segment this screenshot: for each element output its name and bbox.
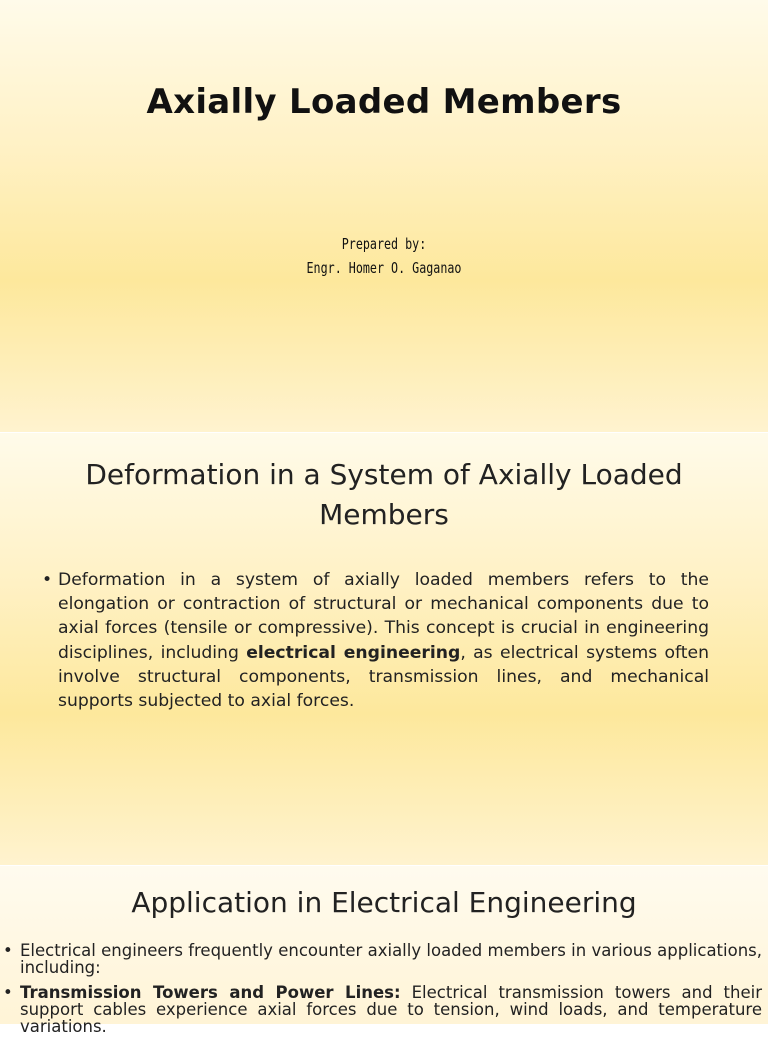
body-text: Deformation in a system of axially loaded members refers to the elongation or contraction of structural or mechanical components due to axial forces (tensile or compressive). This concept is crucial in engineering disciplines, including: [58, 570, 709, 663]
body-bold-text: electrical engineering: [246, 642, 461, 663]
slide-subtitle: [84, 232, 683, 280]
slide-2: [0, 433, 768, 865]
slide-title: Deformation in a System of Axially Loaded Members: [85, 458, 683, 531]
list-item: [3, 941, 762, 977]
bullet-icon: •: [3, 941, 13, 960]
list-item: [3, 983, 763, 1036]
list-item-bold-text: Transmission Towers and Power Lines:: [20, 983, 401, 1002]
bullet-paragraph: [42, 568, 709, 713]
bullet-list: [3, 941, 763, 1043]
slide-title: Axially Loaded Members: [146, 82, 622, 122]
slide-1: [0, 0, 768, 432]
slide-title: Application in Electrical Engineering: [131, 886, 637, 919]
author-name: Engr. Homer O. Gaganao: [306, 259, 462, 277]
list-item-text: Electrical transmission towers and their support cables experience axial forces due to tension, wind loads, and temperature variations.: [20, 983, 763, 1036]
bullet-icon: •: [3, 983, 13, 1002]
list-item-text: Electrical engineers frequently encounter axially loaded members in various applications, including:: [20, 941, 762, 977]
prepared-by-label: Prepared by:: [341, 235, 427, 253]
body-text-end: , as electrical systems often involve structural components, transmission lines, and mechanical supports subjected to axial forces.: [58, 642, 709, 712]
slide-3: [0, 866, 768, 1036]
bullet-icon: •: [42, 570, 53, 590]
